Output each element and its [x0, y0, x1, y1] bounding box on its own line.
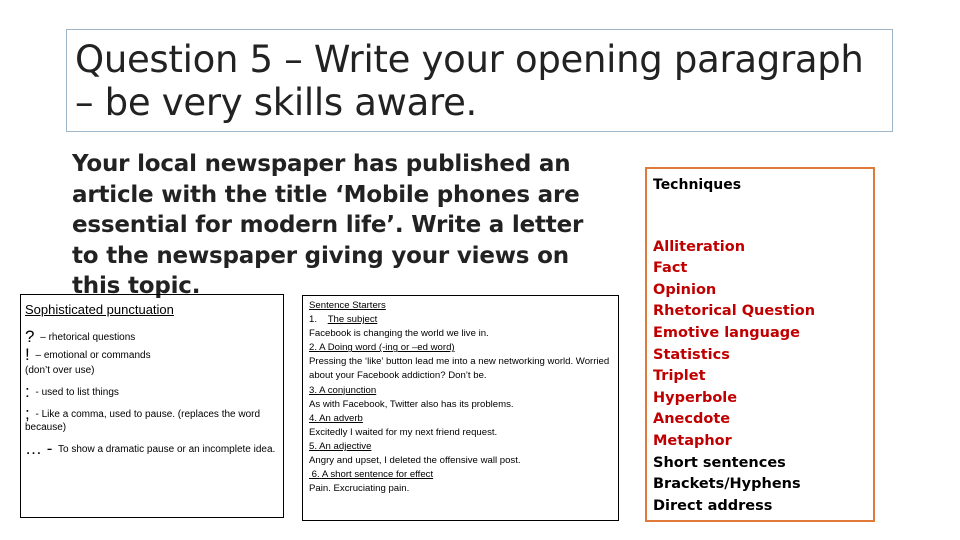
slide-title: Question 5 – Write your opening paragraph – be very skills aware.: [75, 38, 864, 124]
technique-item: Metaphor: [653, 432, 732, 449]
starter-label: 2. A Doing word (-ing or –ed word): [309, 342, 455, 354]
starter-label: 4. An adverb: [309, 412, 363, 424]
punctuation-box: [20, 294, 284, 518]
starter-label: 5. An adjective: [309, 440, 372, 452]
starter-label: 3. A conjunction: [309, 384, 377, 396]
techniques-title: Techniques: [653, 177, 742, 193]
technique-item: Triplet: [653, 368, 706, 385]
starter-label: 1. The subject: [309, 314, 378, 326]
question-prompt: Your local newspaper has published an article with the title ‘Mobile phones are essential for modern life’. Write a letter to the newspaper giving your views on this topic.: [72, 151, 584, 299]
punctuation-note: (don’t over use): [25, 365, 95, 376]
starter-label: 6. A short sentence for effect: [311, 469, 434, 481]
technique-item: Fact: [653, 260, 688, 277]
techniques-box: [645, 167, 875, 522]
punctuation-item: ! – emotional or commands: [25, 345, 151, 364]
punctuation-item: … - To show a dramatic pause or an incomplete idea.: [25, 439, 276, 458]
technique-item: Brackets/Hyphens: [653, 476, 801, 493]
punctuation-item: : - used to list things: [25, 382, 119, 401]
starter-example: Excitedly I waited for my next friend request.: [309, 426, 498, 438]
technique-item: Short sentences: [653, 454, 786, 471]
technique-item: Anecdote: [653, 411, 731, 428]
technique-item: Statistics: [653, 346, 730, 363]
technique-item: Direct address: [653, 497, 773, 514]
punctuation-item: ? – rhetorical questions: [25, 327, 136, 346]
starter-example: As with Facebook, Twitter also has its problems.: [309, 398, 514, 410]
punctuation-item: ; - Like a comma, used to pause. (replaces the word because): [25, 404, 261, 433]
technique-item: Alliteration: [653, 238, 746, 255]
starter-example: Facebook is changing the world we live in.: [309, 328, 489, 340]
technique-item: Opinion: [653, 281, 717, 298]
starter-example: Pressing the ‘like’ button lead me into a new networking world. Worried about your Facebook addiction? Don’t be.: [309, 356, 610, 382]
starters-heading: Sentence Starters: [309, 300, 386, 311]
punctuation-heading: Sophisticated punctuation: [25, 302, 174, 317]
title-box: [66, 29, 893, 132]
starter-example: Pain. Excruciating pain.: [309, 483, 410, 495]
technique-item: Hyperbole: [653, 389, 738, 406]
sentence-starters-box: [302, 295, 619, 521]
technique-item: Emotive language: [653, 324, 800, 341]
starter-example: Angry and upset, I deleted the offensive wall post.: [309, 455, 521, 467]
technique-item: Rhetorical Question: [653, 303, 816, 320]
